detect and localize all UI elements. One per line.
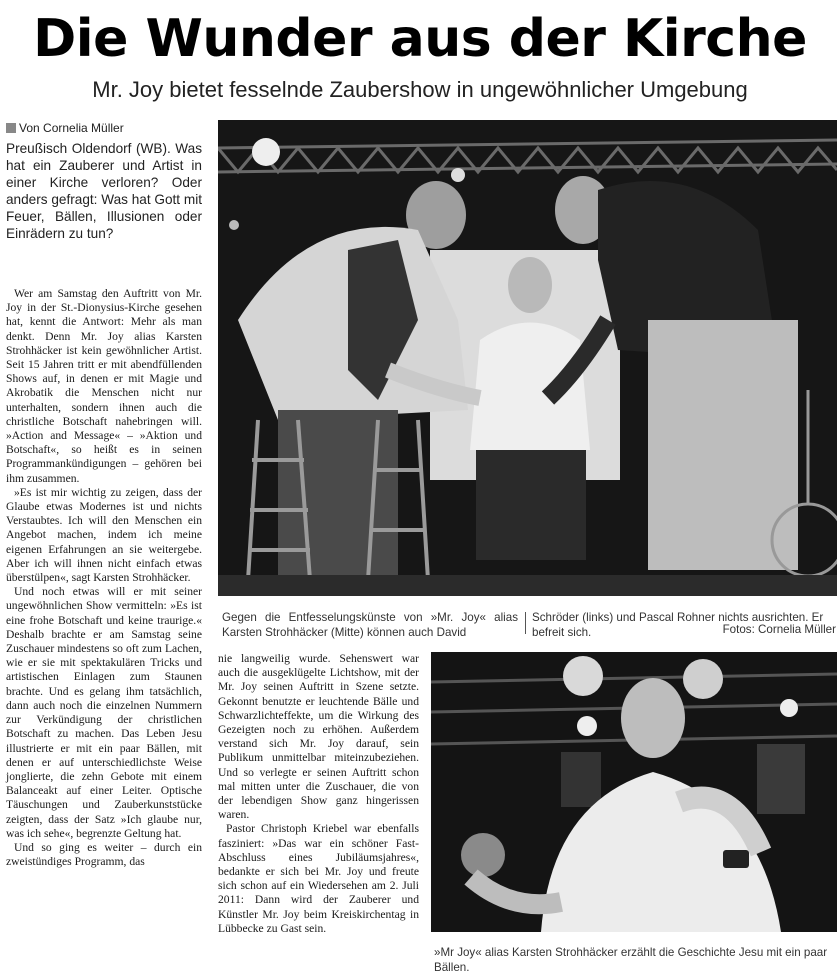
caption-divider bbox=[525, 612, 526, 634]
photo-credit: Fotos: Cornelia Müller bbox=[722, 623, 836, 636]
headline: Die Wunder aus der Kirche bbox=[33, 9, 807, 69]
byline bbox=[6, 121, 124, 135]
lead-paragraph: Preußisch Oldendorf (WB). Was hat ein Zauberer und Artist in einer Kirche verloren? Oder anders gefragt: Was hat Gott mit Feuer, Bällen, Illusionen oder Einrädern zu tun? bbox=[6, 141, 202, 241]
byline-square-icon bbox=[6, 123, 16, 133]
paragraph: Und noch etwas will er mit seiner ungewöhnlichen Show vermitteln: »Es ist eine frohe Botschaft und keine traurige.« Deshalb brachte er am Samstag seine Zuschauer mindestens so oft zum Lachen, wie er sie mit spektakulären Tricks und artistischen Einlagen zum Staunen brachte. Und es gelang ihm tatsächlich, dann auch noch die einzelnen Nummern zur Verkündigung der christlichen Botschaft zu machen. Das Leben Jesu illustrierte er mit ein paar Bällen, mit denen er auf unterschiedlichste Weise jonglierte, die zehn Gebote mit einem Balanceakt auf einer Leiter. Optische Täuschungen und Zauberkunststücke zeigten, dass der Satz »Ich glaube nur, was ich sehe«, begrenzte Geltung hat. bbox=[6, 585, 202, 840]
subheadline: Mr. Joy bietet fesselnde Zaubershow in ungewöhnlicher Umgebung bbox=[92, 77, 748, 102]
byline-text: Von Cornelia Müller bbox=[19, 121, 124, 135]
article-column-2 bbox=[218, 652, 419, 936]
article-column-1 bbox=[6, 287, 202, 869]
photo1-caption-left: Gegen die Entfesselungskünste von »Mr. Joy« alias Karsten Strohhäcker (Mitte) können auch David bbox=[222, 611, 518, 639]
paragraph: Und so ging es weiter – durch ein zweistündiges Programm, das bbox=[6, 840, 202, 869]
paragraph: nie langweilig wurde. Sehenswert war auch die ausgeklügelte Lichtshow, mit der Mr. Joy seinen Auftritt in Szene setzte. Gekonnt benutzte er leuchtende Bälle und Schwarzlichteffekte, um die Wirkung des Gezeigten noch zu erhöhen. Außerdem verstand sich Mr. Joy darauf, sein Publikum unmittelbar miteinzubeziehen. Und so verlegte er seinen Auftritt schon mal mitten unter die Zuschauer, die von der lebendigen Show ganz hingerissen waren. bbox=[218, 652, 419, 822]
photo2-caption: »Mr Joy« alias Karsten Strohhäcker erzählt die Geschichte Jesu mit ein paar Bällen. bbox=[434, 946, 828, 974]
paragraph: »Es ist mir wichtig zu zeigen, dass der Glaube etwas Modernes ist und nichts Verstaubtes. Ich will den Menschen ein Angebot machen, indem ich meine eigenen Erfahrungen an sie weitergebe. Aber ich will ihnen nicht einfach etwas überstülpen«, sagt Karsten Strohhäcker. bbox=[6, 485, 202, 585]
photo1-caption-right: Schröder (links) und Pascal Rohner nichts ausrichten. Er befreit sich. bbox=[532, 611, 824, 639]
paragraph: Wer am Samstag den Auftritt von Mr. Joy in der St.-Dionysius-Kirche gesehen hat, kennt die Antwort: Mehr als man denkt. Denn Mr. Joy alias Karsten Strohhäcker ist kein gewöhnlicher Artist. Seit 15 Jahren tritt er mit abendfüllenden Shows auf, in denen er mit Magie und Akrobatik die Menschen nicht nur unterhalten, sondern ihnen auch die christliche Botschaft nahebringen will. »Action and Message« – »Aktion und Botschaft«, so heißt es in seinen Programmankündigungen – gehören bei ihm zusammen. bbox=[6, 287, 202, 485]
performer-photo bbox=[431, 652, 837, 932]
paragraph: Pastor Christoph Kriebel war ebenfalls fasziniert: »Das war ein schöner Fast-Abschluss eines Jubiläumsjahres«, bedankte er sich bei Mr. Joy und freute sich schon auf ein Wiedersehen am 2. Juli 2011: Dann wird der Zauberer und Künstler Mr. Joy beim Kreiskirchentag in Lübbecke zu Gast sein. bbox=[218, 822, 419, 935]
stage-photo bbox=[218, 120, 837, 596]
